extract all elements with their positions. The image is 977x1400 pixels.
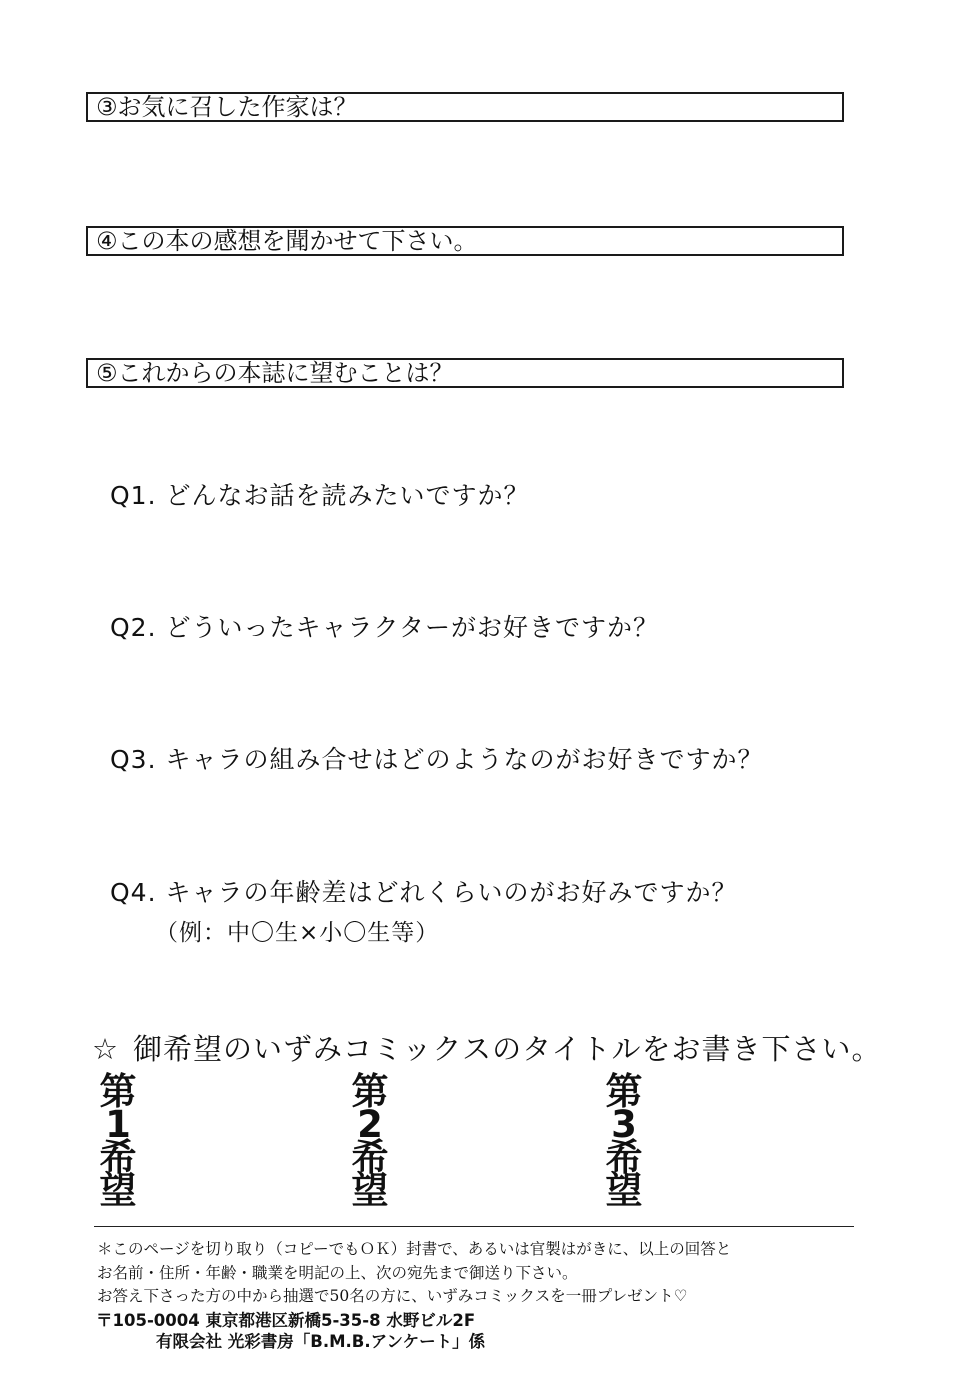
footer-divider xyxy=(94,1226,854,1227)
sub-question-3: Q3. キャラの組み合せはどのようなのがお好きですか？ xyxy=(110,745,764,774)
star-icon: ☆ xyxy=(92,1032,119,1066)
postal-code: 〒105-0004 xyxy=(96,1311,200,1330)
choice-1-char-1: 第 xyxy=(99,1070,135,1113)
choice-1-label xyxy=(92,1070,142,1212)
question-3-box xyxy=(86,92,844,122)
note-line-1: ＊このページを切り取り（コピーでもＯＫ）封書で、あるいは官製はがきに、以上の回答と xyxy=(97,1240,732,1258)
street-address: 東京都港区新橋5-35-8 水野ビル2F xyxy=(205,1311,476,1330)
choice-2-label xyxy=(344,1070,394,1212)
choice-2-char-4: 望 xyxy=(351,1169,387,1212)
note-line-2: お名前・住所・年齢・職業を明記の上、次の宛先まで御送り下さい。 xyxy=(97,1264,578,1282)
choice-2-char-1: 第 xyxy=(351,1070,387,1113)
sub-question-2: Q2. どういったキャラクターがお好きですか？ xyxy=(110,613,659,642)
question-3-label: ③お気に召した作家は？ xyxy=(96,93,358,121)
question-5-label: ⑤これからの本誌に望むことは？ xyxy=(96,359,454,387)
choice-2-char-3: 希 xyxy=(351,1136,387,1179)
note-line-3: お答え下さった方の中から抽選で50名の方に、いずみコミックスを一冊プレゼント♡ xyxy=(97,1287,688,1305)
choice-3-char-4: 望 xyxy=(605,1169,641,1212)
choice-1-char-3: 希 xyxy=(99,1136,135,1179)
question-5-box xyxy=(86,358,844,388)
choice-3-char-3: 希 xyxy=(605,1136,641,1179)
sub-question-4-example: （例：中〇生×小〇生等） xyxy=(155,920,440,946)
question-4-label: ④この本の感想を聞かせて下さい。 xyxy=(96,227,478,255)
choice-1-char-2: 1 xyxy=(105,1103,129,1146)
choice-1-char-4: 望 xyxy=(99,1169,135,1212)
company-line: 有限会社 光彩書房「B.M.B.アンケート」係 xyxy=(156,1332,486,1351)
choice-3-char-1: 第 xyxy=(605,1070,641,1113)
title-request-heading xyxy=(92,1027,882,1068)
title-request-text: 御希望のいずみコミックスのタイトルをお書き下さい。 xyxy=(133,1032,882,1066)
choice-3-char-2: 3 xyxy=(611,1103,635,1146)
question-4-box xyxy=(86,226,844,256)
choice-2-char-2: 2 xyxy=(357,1103,381,1146)
choice-3-label xyxy=(598,1070,648,1212)
sub-question-4: Q4. キャラの年齢差はどれくらいのがお好みですか？ xyxy=(110,878,738,907)
sub-question-1: Q1. どんなお話を読みたいですか？ xyxy=(110,481,530,510)
